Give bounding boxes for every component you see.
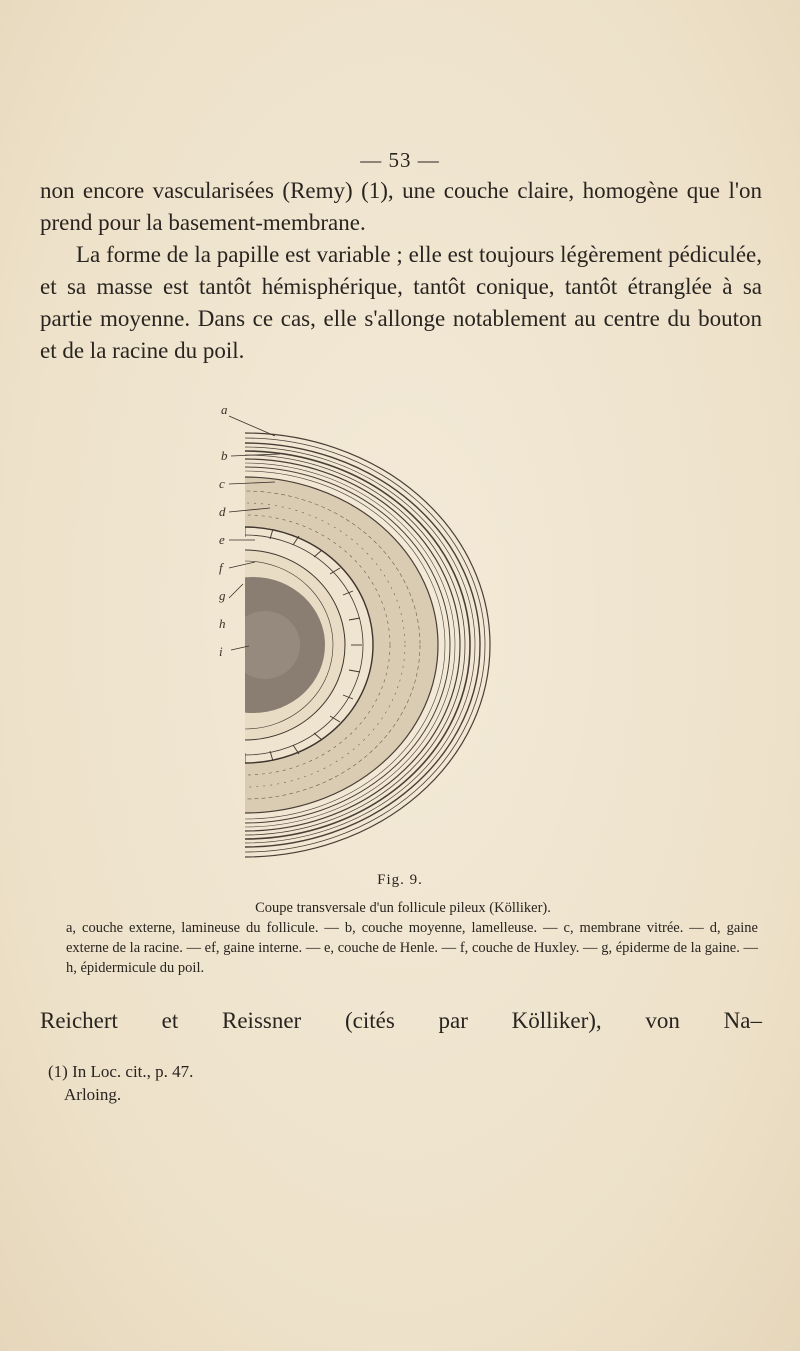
figure-label-f: f xyxy=(219,560,223,575)
page-number: — 53 — xyxy=(360,148,440,172)
figure-label-d: d xyxy=(219,504,226,519)
paragraph-1: non encore vascularisées (Remy) (1), une couche claire, homogène que l'on prend pour la basement-membrane. xyxy=(40,178,762,235)
continued-text: Reichert et Reissner (cités par Kölliker), von Na– xyxy=(40,1008,762,1033)
footnote xyxy=(48,1060,448,1106)
figure-label-e: e xyxy=(219,532,225,547)
footnote-text: (1) In Loc. cit., p. 47. xyxy=(48,1062,194,1081)
footnote-signature: Arloing. xyxy=(64,1085,122,1104)
figure-caption-legend: a, couche externe, lamineuse du follicule. — b, couche moyenne, lamelleuse. — c, membrane vitrée. — d, gaine externe de la racine. — ef, gaine interne. — e, couche de Henle. — f, couche de Huxley. — g, épiderme de la gaine. — h, épidermicule du poil. xyxy=(66,920,758,976)
figure-label-i: i xyxy=(219,644,223,659)
paragraph-2: La forme de la papille est variable ; elle est toujours légèrement pédiculée, et sa masse est tantôt hémisphérique, tantôt conique, tantôt étranglée à sa partie moyenne. Dans ce cas, elle s'allonge notablement au centre du bouton et de la racine du poil. xyxy=(40,242,762,363)
figure-label-b: b xyxy=(221,448,228,463)
body-text xyxy=(40,175,762,367)
figure-label-c: c xyxy=(219,476,225,491)
figure-label-g: g xyxy=(219,588,226,603)
figure-caption xyxy=(48,898,758,978)
figure-label-a: a xyxy=(221,402,228,417)
hair-follicle-cross-section-figure xyxy=(215,400,515,860)
figure-label-h: h xyxy=(219,616,226,631)
figure-caption-title: Coupe transversale d'un follicule pileux (Kölliker). xyxy=(255,900,551,916)
figure-title: Fig. 9. xyxy=(377,872,423,888)
